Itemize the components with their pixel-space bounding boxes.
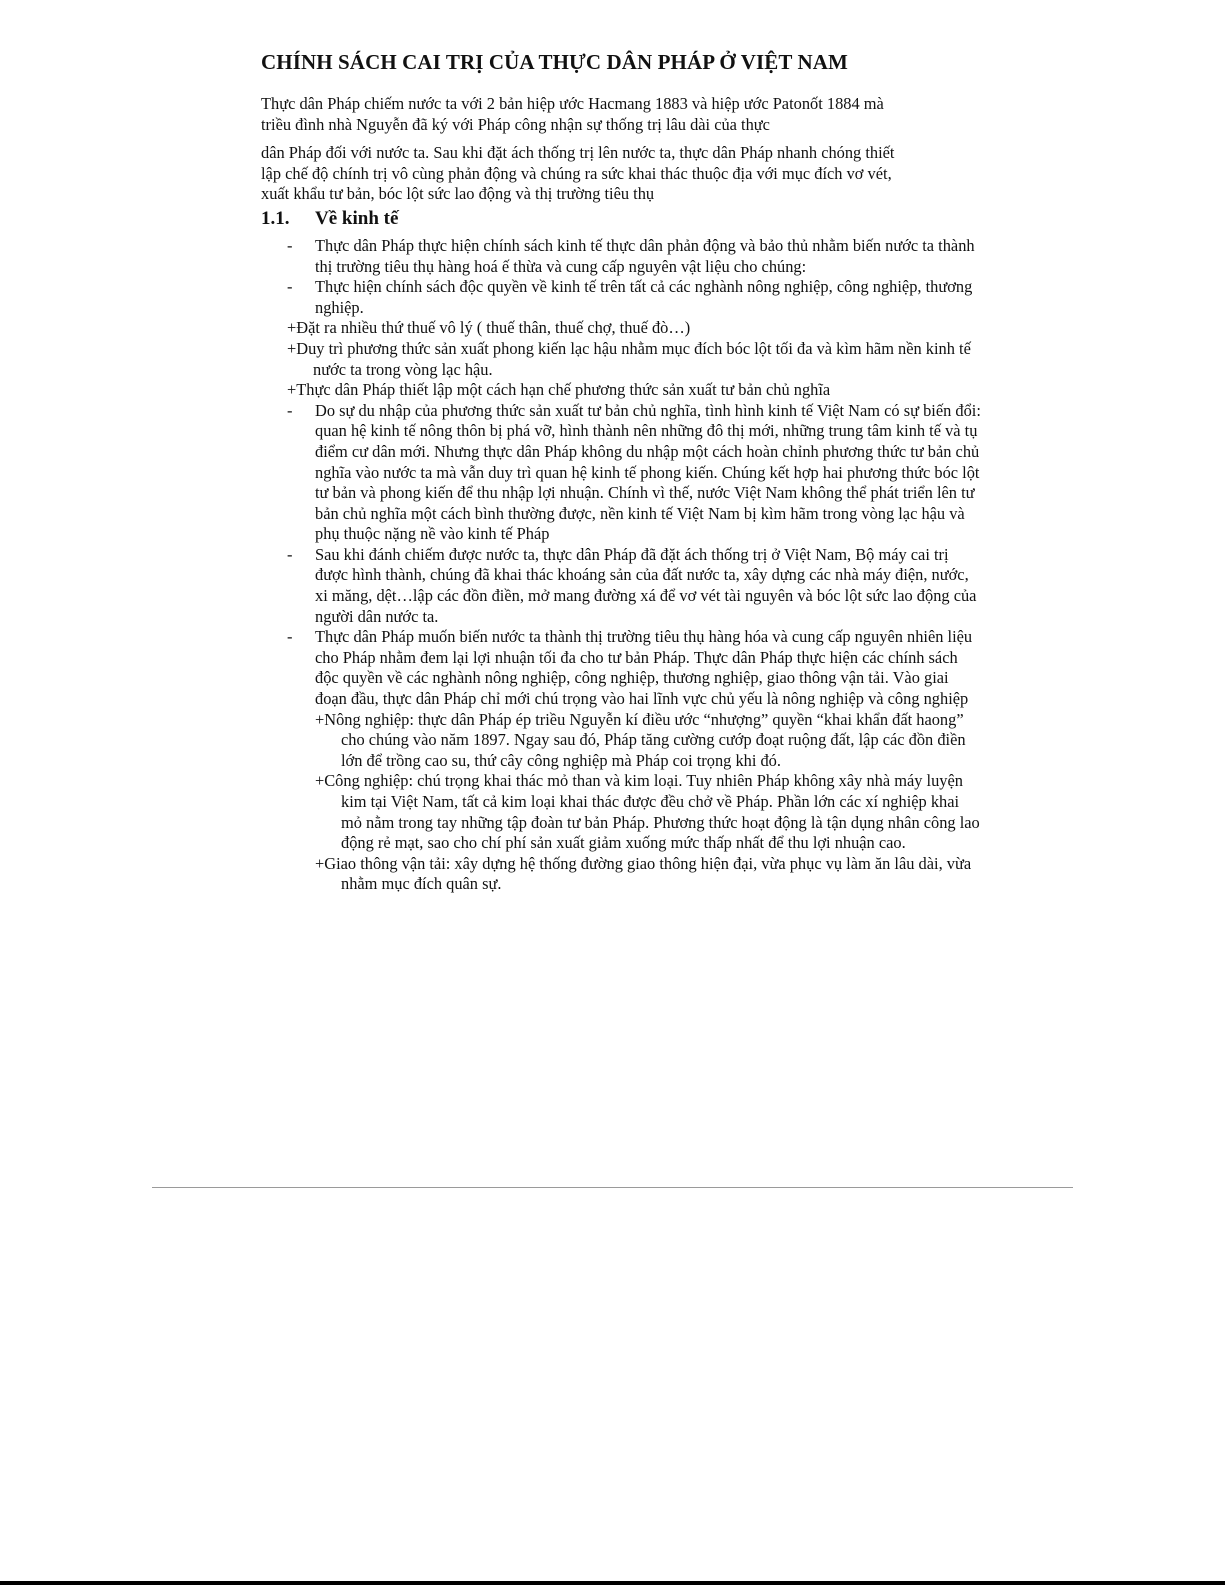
list-item xyxy=(261,545,981,627)
list-item-text: Do sự du nhập của phương thức sản xuất tư bản chủ nghĩa, tình hình kinh tế Việt Nam có sự biến đổi: quan hệ kinh tế nông thôn bị phá vỡ, hình thành nên những đô thị mới, những trung tâm kinh tế và tụ điểm cư dân mới. Nhưng thực dân Pháp không du nhập một cách hoàn chỉnh phương thức tư bản chủ nghĩa vào nước ta mà vẫn duy trì quan hệ kinh tế phong kiến. Chúng kết hợp hai phương thức bóc lột tư bản và phong kiến để thu nhập lợi nhuận. Chính vì thế, nước Việt Nam không thể phát triển lên tư bản chủ nghĩa một cách bình thường được, nền kinh tế Việt Nam bị kìm hãm trong vòng lạc hậu và phụ thuộc nặng nề vào kinh tế Pháp xyxy=(315,400,981,544)
plus-item-nested: +Nông nghiệp: thực dân Pháp ép triều Nguyễn kí điều ước “nhượng” quyền “khai khẩn đất haong” cho chúng vào năm 1897. Ngay sau đó, Pháp tăng cường cướp đoạt ruộng đất, lập các đồn điền lớn để trồng cao su, thứ cây công nghiệp mà Pháp coi trọng khi đó. xyxy=(315,709,966,770)
dash-bullet: - xyxy=(287,277,293,297)
section-title: Về kinh tế xyxy=(315,207,399,229)
list-item-text: Thực hiện chính sách độc quyền về kinh tế trên tất cả các nghành nông nghiệp, công nghiệp, thương nghiệp. xyxy=(315,277,973,317)
page-bottom-edge xyxy=(0,1581,1225,1585)
dash-bullet: - xyxy=(287,400,293,420)
list-item-text: Thực dân Pháp thực hiện chính sách kinh tế thực dân phản động và bảo thủ nhằm biến nước ta thành thị trường tiêu thụ hàng hoá ế thừa và cung cấp nguyên vật liệu cho chúng: xyxy=(315,235,975,276)
section-heading xyxy=(261,206,981,232)
section-number: 1.1. xyxy=(261,207,290,229)
document-page xyxy=(261,48,981,895)
plus-item: +Đặt ra nhiều thứ thuế vô lý ( thuế thân, thuế chợ, thuế đò…) xyxy=(287,318,691,338)
list-item xyxy=(261,236,981,277)
content-list xyxy=(261,236,981,895)
list-item-text: Thực dân Pháp muốn biến nước ta thành thị trường tiêu thụ hàng hóa và cung cấp nguyên nhiên liệu cho Pháp nhằm đem lại lợi nhuận tối đa cho tư bản Pháp. Thực dân Pháp thực hiện các chính sách độc quyền về các nghành nông nghiệp, công nghiệp, thương nghiệp, giao thông vận tải. Vào giai đoạn đầu, thực dân Pháp chỉ mới chú trọng vào hai lĩnh vực chủ yếu là nông nghiệp và công nghiệp xyxy=(315,627,973,709)
dash-bullet: - xyxy=(287,627,293,647)
intro-paragraphs xyxy=(261,94,901,205)
intro-paragraph: dân Pháp đối với nước ta. Sau khi đặt ách thống trị lên nước ta, thực dân Pháp nhanh chóng thiết lập chế độ chính trị vô cùng phản động và chúng ra sức khai thác thuộc địa với mục đích vơ vét, xuất khẩu tư bản, bóc lột sức lao động và thị trường tiêu thụ xyxy=(261,143,895,204)
dash-bullet: - xyxy=(287,235,293,255)
list-item xyxy=(261,627,981,709)
list-item-text: Sau khi đánh chiếm được nước ta, thực dân Pháp đã đặt ách thống trị ở Việt Nam, Bộ máy cai trị được hình thành, chúng đã khai thác khoáng sản của đất nước ta, xây dựng các nhà máy điện, nước, xi măng, dệt…lập các đồn điền, mở mang đường xá để vơ vét tài nguyên và bóc lột sức lao động của người dân nước ta. xyxy=(315,544,977,626)
document-title: CHÍNH SÁCH CAI TRỊ CỦA THỰC DÂN PHÁP Ở VIỆT NAM xyxy=(261,50,848,74)
page-divider xyxy=(152,1187,1073,1188)
list-item xyxy=(261,277,981,318)
list-item xyxy=(261,401,981,545)
plus-item-nested: +Công nghiệp: chú trọng khai thác mỏ than và kim loại. Tuy nhiên Pháp không xây nhà máy luyện kim tại Việt Nam, tất cả kim loại khai thác được đều chở về Pháp. Phần lớn các xí nghiệp khai mỏ nằm trong tay những tập đoàn tư bản Pháp. Phương thức hoạt động là tận dụng nhân công lao động rẻ mạt, sao cho chí phí sản xuất giảm xuống mức thấp nhất để thu lợi nhuận cao. xyxy=(315,771,980,853)
plus-item: +Thực dân Pháp thiết lập một cách hạn chế phương thức sản xuất tư bản chủ nghĩa xyxy=(287,380,831,400)
dash-bullet: - xyxy=(287,544,293,564)
plus-item-nested: +Giao thông vận tải: xây dựng hệ thống đường giao thông hiện đại, vừa phục vụ làm ăn lâu dài, vừa nhằm mục đích quân sự. xyxy=(315,853,972,894)
plus-item: +Duy trì phương thức sản xuất phong kiến lạc hậu nhằm mục đích bóc lột tối đa và kìm hãm nền kinh tế nước ta trong vòng lạc hậu. xyxy=(287,338,971,379)
intro-paragraph: Thực dân Pháp chiếm nước ta với 2 bản hiệp ước Hacmang 1883 và hiệp ước Patonốt 1884 mà triều đình nhà Nguyễn đã ký với Pháp công nhận sự thống trị lâu dài của thực xyxy=(261,94,884,134)
